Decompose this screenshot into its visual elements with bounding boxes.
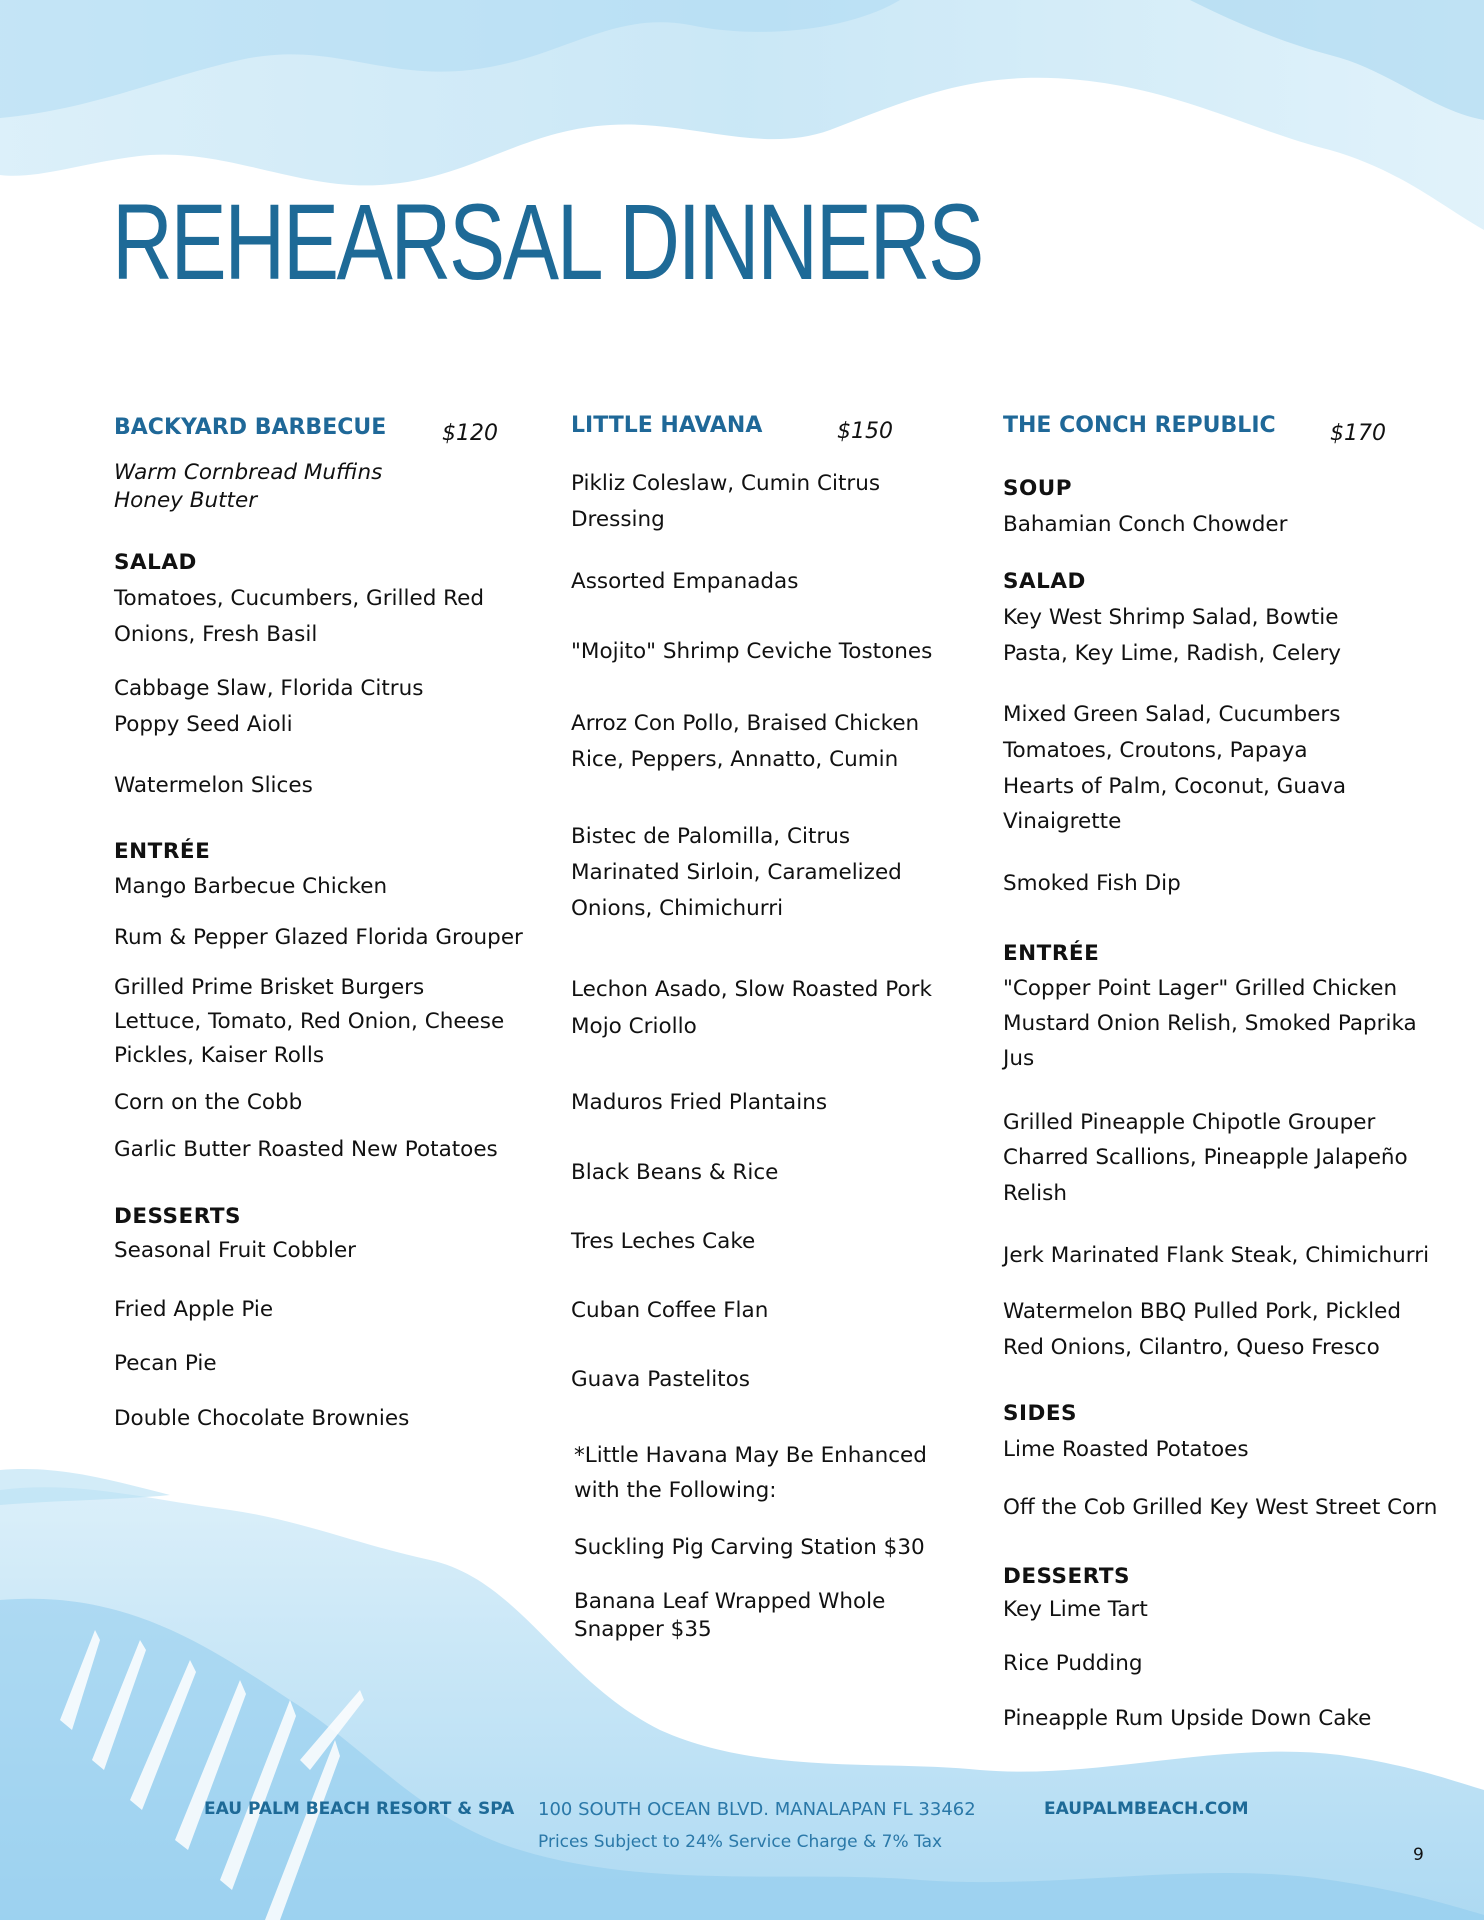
menu-item: Rice Pudding [1003, 1651, 1143, 1676]
package-name: LITTLE HAVANA [571, 413, 763, 438]
intro-line: Honey Butter [114, 488, 258, 513]
menu-item: Smoked Fish Dip [1003, 871, 1181, 896]
menu-item: Assorted Empanadas [571, 569, 799, 594]
menu-item: Onions, Fresh Basil [114, 622, 318, 647]
menu-item: Pickles, Kaiser Rolls [114, 1043, 325, 1068]
footer-website-link[interactable]: EAUPALMBEACH.COM [1044, 1799, 1249, 1819]
menu-item: Jus [1003, 1046, 1035, 1071]
enhancement-item: Snapper $35 [574, 1617, 712, 1642]
section-heading-sides: SIDES [1003, 1401, 1078, 1426]
enhancement-item: Banana Leaf Wrapped Whole [574, 1589, 886, 1614]
menu-item: Vinaigrette [1003, 809, 1122, 834]
section-heading-desserts: DESSERTS [1003, 1564, 1130, 1589]
menu-item: Tomatoes, Cucumbers, Grilled Red [114, 586, 485, 611]
section-heading-salad: SALAD [1003, 569, 1086, 594]
menu-item: Bahamian Conch Chowder [1003, 512, 1288, 537]
menu-item: Charred Scallions, Pineapple Jalapeño [1003, 1145, 1408, 1170]
menu-item: Bistec de Palomilla, Citrus [571, 824, 851, 849]
menu-item: Jerk Marinated Flank Steak, Chimichurri [1003, 1243, 1430, 1268]
footer-brand: EAU PALM BEACH RESORT & SPA [204, 1799, 515, 1819]
menu-item: Pasta, Key Lime, Radish, Celery [1003, 641, 1342, 666]
menu-item: Cabbage Slaw, Florida Citrus [114, 676, 424, 701]
enhancement-item: Suckling Pig Carving Station $30 [574, 1535, 925, 1560]
enhancement-note: with the Following: [574, 1478, 777, 1503]
menu-item: Corn on the Cobb [114, 1090, 303, 1115]
footer-pricing-note: Prices Subject to 24% Service Charge & 7% Tax [538, 1832, 943, 1852]
page-title: REHEARSAL DINNERS [112, 181, 982, 302]
menu-item: Rice, Peppers, Annatto, Cumin [571, 747, 899, 772]
footer-address: 100 SOUTH OCEAN BLVD. MANALAPAN FL 33462 [538, 1799, 976, 1820]
intro-line: Warm Cornbread Muffins [114, 460, 383, 485]
menu-item: Mojo Criollo [571, 1014, 697, 1039]
menu-item: Lettuce, Tomato, Red Onion, Cheese [114, 1009, 505, 1034]
menu-item: Guava Pastelitos [571, 1367, 750, 1392]
menu-item: Rum & Pepper Glazed Florida Grouper [114, 925, 523, 950]
menu-item: Maduros Fried Plantains [571, 1090, 828, 1115]
menu-item: Marinated Sirloin, Caramelized [571, 860, 902, 885]
package-price: $170 [1330, 421, 1386, 446]
section-heading-soup: SOUP [1003, 476, 1072, 501]
menu-item: Key West Shrimp Salad, Bowtie [1003, 605, 1339, 630]
package-name: BACKYARD BARBECUE [114, 415, 387, 440]
menu-item: Cuban Coffee Flan [571, 1298, 769, 1323]
menu-item: Relish [1003, 1181, 1067, 1206]
menu-item: "Copper Point Lager" Grilled Chicken [1003, 976, 1398, 1001]
menu-item: Mango Barbecue Chicken [114, 874, 388, 899]
menu-item: Arroz Con Pollo, Braised Chicken [571, 711, 920, 736]
menu-item: Grilled Pineapple Chipotle Grouper [1003, 1110, 1376, 1135]
section-heading-desserts: DESSERTS [114, 1204, 241, 1229]
menu-item: Tres Leches Cake [571, 1229, 756, 1254]
menu-item: Dressing [571, 507, 665, 532]
section-heading-entree: ENTRÉE [1003, 941, 1100, 966]
menu-item: Key Lime Tart [1003, 1597, 1148, 1622]
menu-item: Mustard Onion Relish, Smoked Paprika [1003, 1011, 1417, 1036]
menu-item: Poppy Seed Aioli [114, 712, 293, 737]
menu-item: Double Chocolate Brownies [114, 1406, 410, 1431]
package-name: THE CONCH REPUBLIC [1003, 413, 1276, 438]
menu-item: "Mojito" Shrimp Ceviche Tostones [571, 639, 933, 664]
menu-item: Off the Cob Grilled Key West Street Corn [1003, 1495, 1438, 1520]
menu-item: Seasonal Fruit Cobbler [114, 1238, 357, 1263]
menu-item: Mixed Green Salad, Cucumbers [1003, 702, 1341, 727]
enhancement-note: *Little Havana May Be Enhanced [574, 1443, 927, 1468]
package-price: $150 [837, 419, 893, 444]
package-price: $120 [442, 421, 498, 446]
menu-item: Onions, Chimichurri [571, 896, 784, 921]
menu-item: Pikliz Coleslaw, Cumin Citrus [571, 471, 881, 496]
menu-item: Tomatoes, Croutons, Papaya [1003, 738, 1308, 763]
menu-item: Fried Apple Pie [114, 1297, 274, 1322]
page-number: 9 [1413, 1845, 1424, 1865]
menu-item: Watermelon Slices [114, 773, 313, 798]
menu-item: Pineapple Rum Upside Down Cake [1003, 1706, 1372, 1731]
menu-item: Lechon Asado, Slow Roasted Pork [571, 977, 932, 1002]
menu-item: Lime Roasted Potatoes [1003, 1437, 1249, 1462]
menu-item: Black Beans & Rice [571, 1160, 779, 1185]
menu-item: Hearts of Palm, Coconut, Guava [1003, 774, 1347, 799]
menu-item: Garlic Butter Roasted New Potatoes [114, 1137, 498, 1162]
menu-item: Watermelon BBQ Pulled Pork, Pickled [1003, 1299, 1401, 1324]
menu-item: Red Onions, Cilantro, Queso Fresco [1003, 1335, 1380, 1360]
section-heading-salad: SALAD [114, 550, 197, 575]
menu-item: Grilled Prime Brisket Burgers [114, 975, 425, 1000]
menu-item: Pecan Pie [114, 1351, 217, 1376]
section-heading-entree: ENTRÉE [114, 839, 211, 864]
